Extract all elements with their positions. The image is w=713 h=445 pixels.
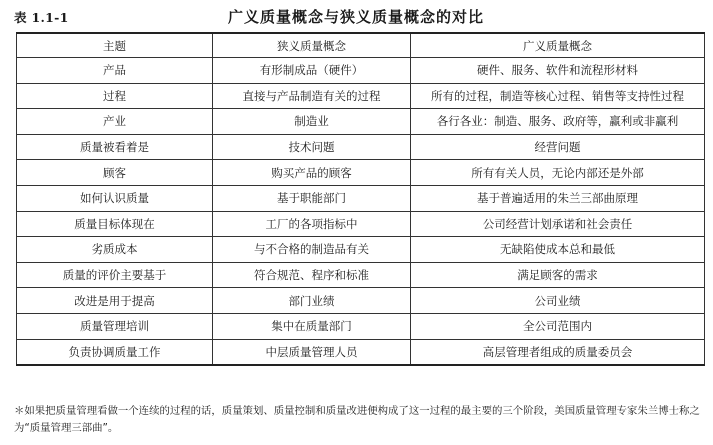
cell-narrow: 购买产品的顾客 — [213, 160, 411, 186]
table-row — [17, 58, 705, 84]
cell-broad: 满足顾客的需求 — [411, 262, 705, 288]
table-row — [17, 313, 705, 339]
cell-narrow: 符合规范、程序和标准 — [213, 262, 411, 288]
cell-broad: 硬件、服务、软件和流程形材料 — [411, 58, 705, 84]
cell-narrow: 中层质量管理人员 — [213, 339, 411, 365]
cell-topic: 产业 — [17, 109, 213, 135]
table-row — [17, 339, 705, 365]
footnote: ＊如果把质量管理看做一个连续的过程的话，质量策划、质量控制和质量改进便构成了这一过程的最主要的三个阶段，美国质量管理专家朱兰博士称之为“质量管理三部曲”。 — [14, 405, 700, 434]
table-number: 表 1.1-1 — [14, 10, 69, 25]
header-topic: 主题 — [17, 33, 213, 58]
table-row — [17, 262, 705, 288]
cell-topic: 如何认识质量 — [17, 185, 213, 211]
cell-topic: 改进是用于提高 — [17, 288, 213, 314]
table-row — [17, 288, 705, 314]
cell-broad: 经营问题 — [411, 134, 705, 160]
header-broad-concept: 广义质量概念 — [411, 33, 705, 58]
cell-narrow: 制造业 — [213, 109, 411, 135]
cell-narrow: 直接与产品制造有关的过程 — [213, 83, 411, 109]
cell-broad: 各行各业：制造、服务、政府等，赢利或非赢利 — [411, 109, 705, 135]
cell-topic: 产品 — [17, 58, 213, 84]
table-row — [17, 134, 705, 160]
cell-broad: 公司业绩 — [411, 288, 705, 314]
cell-topic: 质量的评价主要基于 — [17, 262, 213, 288]
header-narrow-concept: 狭义质量概念 — [213, 33, 411, 58]
table-row — [17, 237, 705, 263]
cell-topic: 质量目标体现在 — [17, 211, 213, 237]
table-row — [17, 185, 705, 211]
cell-narrow: 与不合格的制造品有关 — [213, 237, 411, 263]
cell-broad: 全公司范围内 — [411, 313, 705, 339]
cell-narrow: 有形制成品（硬件） — [213, 58, 411, 84]
table-row — [17, 83, 705, 109]
cell-narrow: 部门业绩 — [213, 288, 411, 314]
cell-broad: 无缺陷使成本总和最低 — [411, 237, 705, 263]
table-row — [17, 109, 705, 135]
cell-topic: 负责协调质量工作 — [17, 339, 213, 365]
cell-broad: 所有有关人员，无论内部还是外部 — [411, 160, 705, 186]
table-row — [17, 211, 705, 237]
cell-narrow: 工厂的各项指标中 — [213, 211, 411, 237]
comparison-table — [16, 32, 705, 366]
cell-broad: 基于普遍适用的朱兰三部曲原理 — [411, 185, 705, 211]
cell-topic: 过程 — [17, 83, 213, 109]
table-caption — [14, 6, 704, 28]
cell-topic: 劣质成本 — [17, 237, 213, 263]
cell-narrow: 技术问题 — [213, 134, 411, 160]
cell-narrow: 基于职能部门 — [213, 185, 411, 211]
cell-narrow: 集中在质量部门 — [213, 313, 411, 339]
cell-broad: 公司经营计划承诺和社会责任 — [411, 211, 705, 237]
cell-topic: 质量被看着是 — [17, 134, 213, 160]
cell-topic: 顾客 — [17, 160, 213, 186]
cell-topic: 质量管理培训 — [17, 313, 213, 339]
cell-broad: 高层管理者组成的质量委员会 — [411, 339, 705, 365]
table-row — [17, 160, 705, 186]
table-title: 广义质量概念与狭义质量概念的对比 — [228, 8, 485, 26]
cell-broad: 所有的过程，制造等核心过程、销售等支持性过程 — [411, 83, 705, 109]
table-header-row — [17, 33, 705, 58]
